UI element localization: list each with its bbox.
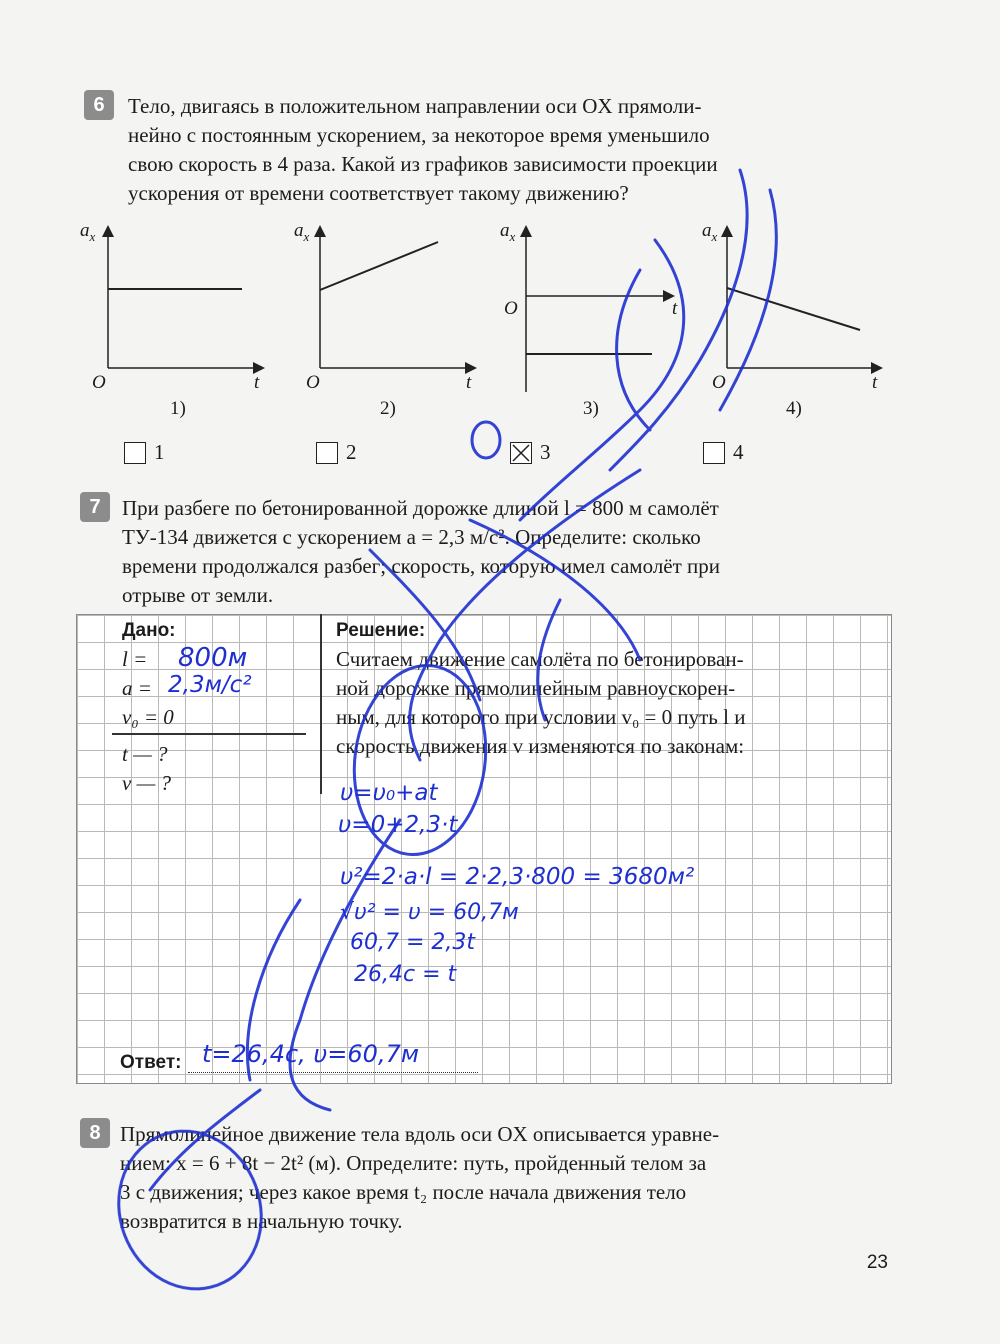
graph-4-line <box>727 288 860 330</box>
option-3[interactable] <box>510 440 551 465</box>
hand-line: 60,7 = 2,3t <box>350 930 476 955</box>
graph-1-caption: 1) <box>170 398 186 419</box>
given-title: Дано: <box>122 620 176 641</box>
given-block <box>122 616 176 798</box>
hand-a-value: 2,3м/с² <box>168 672 252 698</box>
graph-3-y-label: $a_x$ <box>500 220 516 244</box>
option-label: 1 <box>154 440 165 464</box>
graph-2-y-label: $a_x$ <box>294 220 310 244</box>
task-7-line: ТУ-134 движется с ускорением a = 2,3 м/с². Определите: сколько <box>122 525 701 549</box>
given-l: l = <box>122 647 148 671</box>
option-1[interactable] <box>124 440 165 465</box>
solution-title: Решение: <box>336 620 426 641</box>
graph-2 <box>320 228 474 368</box>
graph-3-origin: O <box>504 298 518 319</box>
graph-2-caption: 2) <box>380 398 396 419</box>
hand-line: υ=υ₀+at <box>340 780 438 806</box>
checkbox[interactable] <box>703 442 725 464</box>
solution-block <box>336 616 888 761</box>
task-8-line: возвратится в начальную точку. <box>120 1209 403 1233</box>
task-7-line: времени продолжался разбег; скорость, которую имел самолёт при <box>122 554 721 578</box>
solution-line: скорость движения v изменяются по законам: <box>336 734 745 758</box>
hand-l-value: 800м <box>178 643 248 673</box>
checkbox[interactable] <box>124 442 146 464</box>
option-label: 2 <box>346 440 357 464</box>
graph-1 <box>108 228 262 368</box>
answer-label: Ответ: <box>120 1052 182 1073</box>
task-7-line: отрыве от земли. <box>122 583 274 607</box>
option-label: 4 <box>733 440 744 464</box>
graph-1-origin: O <box>92 372 106 393</box>
checkbox[interactable] <box>316 442 338 464</box>
task-8-text <box>120 1120 898 1236</box>
graph-2-line <box>320 242 438 290</box>
graph-4-caption: 4) <box>786 398 802 419</box>
hand-line: υ=0+2,3·t <box>338 812 458 838</box>
option-4[interactable] <box>703 440 744 465</box>
task-6-line: нейно с постоянным ускорением, за некоторое время уменьшило <box>128 123 710 147</box>
hand-line: √υ² = υ = 60,7м <box>340 900 519 925</box>
graph-4 <box>727 228 880 368</box>
solution-line: Считаем движение самолёта по бетонирован- <box>336 647 744 671</box>
graph-3-x-label: t <box>672 298 678 319</box>
hand-answer: t=26,4с, υ=60,7м <box>202 1040 419 1068</box>
page-number: 23 <box>866 1252 888 1273</box>
task-8-line: Прямолинейное движение тела вдоль оси OX описывается уравне- <box>120 1122 720 1146</box>
task-6-line: свою скорость в 4 раза. Какой из графиков зависимости проекции <box>128 152 718 176</box>
graph-2-x-label: t <box>466 372 472 393</box>
solution-line: ной дорожке прямолинейным равноускорен- <box>336 676 736 700</box>
task-8-line: 3 с движения; через какое время t₂ после начала движения тело <box>120 1180 687 1204</box>
graph-4-origin: O <box>712 372 726 393</box>
given-divider-vertical <box>320 614 322 794</box>
graph-2-origin: O <box>306 372 320 393</box>
task-7-text <box>122 494 898 610</box>
find-v: v — ? <box>122 771 171 795</box>
solution-line: ным, для которого при условии v₀ = 0 путь l и <box>336 705 746 729</box>
answer-line <box>188 1072 478 1073</box>
hand-line: 26,4с = t <box>354 962 457 987</box>
option-2[interactable] <box>316 440 357 465</box>
task-7-line: При разбеге по бетонированной дорожке длиной l = 800 м самолёт <box>122 496 719 520</box>
hand-line: υ²=2·a·l = 2·2,3·800 = 3680м² <box>340 864 695 890</box>
check-x-icon <box>511 443 531 463</box>
task-6-line: Тело, двигаясь в положительном направлении оси OX прямоли- <box>128 94 702 118</box>
task-7-number: 7 <box>80 492 110 522</box>
task-6-line: ускорения от времени соответствует такому движению? <box>128 181 629 205</box>
graph-3-caption: 3) <box>583 398 599 419</box>
checkbox-checked[interactable] <box>510 442 532 464</box>
given-v0: v₀ = 0 <box>122 705 174 729</box>
task-8-line: нием: x = 6 + 8t − 2t² (м). Определите: путь, пройденный телом за <box>120 1151 707 1175</box>
option-label: 3 <box>540 440 551 464</box>
graph-1-x-label: t <box>254 372 260 393</box>
graph-4-x-label: t <box>872 372 878 393</box>
graph-3 <box>526 228 672 392</box>
find-t: t — ? <box>122 742 168 766</box>
given-a: a = <box>122 676 152 700</box>
graphs-svg <box>0 0 1000 420</box>
graph-4-y-label: $a_x$ <box>702 220 718 244</box>
task-8-number: 8 <box>80 1118 110 1148</box>
graph-1-y-label: $a_x$ <box>80 220 96 244</box>
scribble-circle <box>472 422 500 458</box>
task-6-number: 6 <box>84 90 114 120</box>
